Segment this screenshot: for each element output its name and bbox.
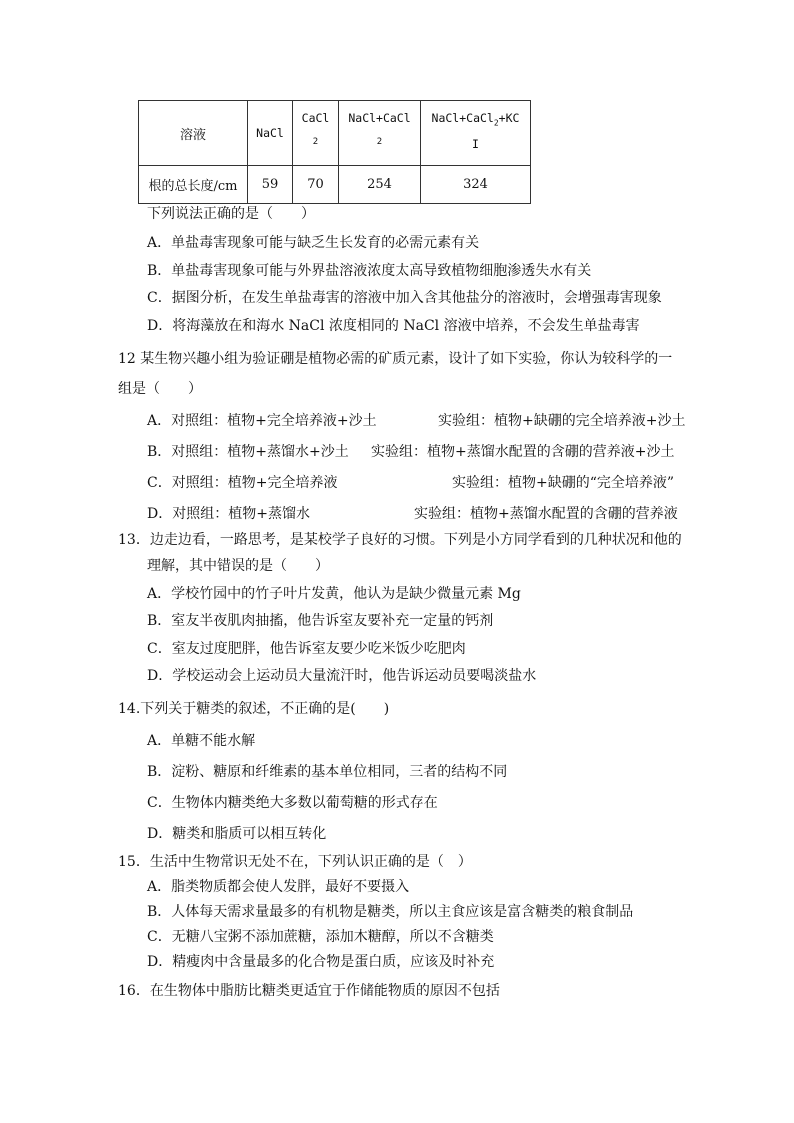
q15-option-b: B．人体每天需求量最多的有机物是糖类，所以主食应该是富含糖类的粮食制品	[147, 904, 634, 920]
q12-stem-line1: 12 某生物兴趣小组为验证硼是植物必需的矿质元素，设计了如下实验，你认为较科学的一	[118, 351, 673, 367]
header-cacl2-top: CaCl	[301, 111, 330, 125]
q12-option-c-control: C．对照组：植物+完全培养液	[147, 475, 338, 491]
q13-option-c: C．室友过度肥胖，他告诉室友要少吃米饭少吃肥肉	[147, 641, 466, 657]
q11-option-d: D．将海藻放在和海水 NaCl 浓度相同的 NaCl 溶液中培养，不会发生单盐毒害	[147, 318, 640, 334]
header-nacl-cacl2-kcl-top	[421, 111, 530, 127]
q11-option-a: A．单盐毒害现象可能与缺乏生长发育的必需元素有关	[147, 235, 480, 251]
q15-option-c: C．无糖八宝粥不添加蔗糖，添加木糖醇，所以不含糖类	[147, 929, 494, 945]
header-nacl: NaCl	[248, 101, 293, 166]
q13-stem-line2: 理解，其中错误的是（ ）	[147, 558, 329, 574]
table-header-row	[139, 101, 531, 166]
q14-option-d: D．糖类和脂质可以相互转化	[147, 826, 327, 842]
cell-nacl-cacl2-kcl: 324	[421, 166, 531, 204]
q13-option-a: A．学校竹园中的竹子叶片发黄，他认为是缺少微量元素 Mg	[147, 586, 521, 602]
cell-cacl2: 70	[293, 166, 339, 204]
header-nacl-cacl2-kcl	[421, 101, 531, 166]
q11-stem: 下列说法正确的是（ ）	[147, 206, 315, 222]
header-cacl2	[293, 101, 339, 166]
q15-stem: 15．生活中生物常识无处不在，下列认识正确的是（ ）	[118, 854, 472, 870]
cell-nacl-cacl2: 254	[339, 166, 421, 204]
q12-stem-line2: 组是（ ）	[118, 381, 202, 397]
q12-option-c-experiment: 实验组：植物+缺硼的“完全培养液”	[452, 475, 675, 491]
header-nacl-cacl2-kcl-bottom: I	[472, 137, 479, 151]
q12-option-b-control: B．对照组：植物+蒸馏水+沙土	[147, 444, 349, 460]
header-solution: 溶液	[139, 101, 248, 166]
q14-option-c: C．生物体内糖类绝大多数以葡萄糖的形式存在	[147, 795, 438, 811]
header-nacl-cacl2-top: NaCl+CaCl	[348, 111, 411, 125]
q13-option-d: D．学校运动会上运动员大量流汗时，他告诉运动员要喝淡盐水	[147, 668, 537, 684]
q12-option-a-control: A．对照组：植物+完全培养液+沙土	[147, 413, 377, 429]
table-row	[139, 166, 531, 204]
q15-option-d: D．精瘦肉中含量最多的化合物是蛋白质，应该及时补充	[147, 954, 495, 970]
salt-solution-table	[138, 100, 531, 204]
q12-option-d-control: D．对照组：植物+蒸馏水	[147, 506, 310, 522]
header-cacl2-bottom: 2	[312, 137, 319, 147]
cell-nacl: 59	[248, 166, 293, 204]
q13-option-b: B．室友半夜肌肉抽搐，他告诉室友要补充一定量的钙剂	[147, 613, 494, 629]
header-c5-part-b: +KC	[498, 111, 520, 125]
header-nacl-cacl2-bottom: 2	[376, 137, 383, 147]
q14-option-a: A．单糖不能水解	[147, 733, 256, 749]
q14-stem: 14.下列关于糖类的叙述，不正确的是( )	[118, 701, 390, 717]
row-label: 根的总长度/cm	[139, 166, 248, 204]
q13-stem-line1: 13．边走边看，一路思考，是某校学子良好的习惯。下列是小方同学看到的几种状况和他的	[118, 532, 682, 548]
header-nacl-cacl2	[339, 101, 421, 166]
q16-stem: 16．在生物体中脂肪比糖类更适宜于作储能物质的原因不包括	[118, 983, 500, 999]
q12-option-d-experiment: 实验组：植物+蒸馏水配置的含硼的营养液	[414, 506, 678, 522]
q14-option-b: B．淀粉、糖原和纤维素的基本单位相同，三者的结构不同	[147, 764, 508, 780]
header-c5-part-a: NaCl+CaCl	[431, 111, 494, 125]
q15-option-a: A．脂类物质都会使人发胖，最好不要摄入	[147, 879, 410, 895]
q12-option-a-experiment: 实验组：植物+缺硼的完全培养液+沙土	[438, 413, 686, 429]
q11-option-c: C．据图分析，在发生单盐毒害的溶液中加入含其他盐分的溶液时，会增强毒害现象	[147, 290, 662, 306]
q12-option-b-experiment: 实验组：植物+蒸馏水配置的含硼的营养液+沙土	[371, 444, 675, 460]
q11-option-b: B．单盐毒害现象可能与外界盐溶液浓度太高导致植物细胞渗透失水有关	[147, 263, 592, 279]
header-c5-subscript: 2	[493, 118, 499, 128]
